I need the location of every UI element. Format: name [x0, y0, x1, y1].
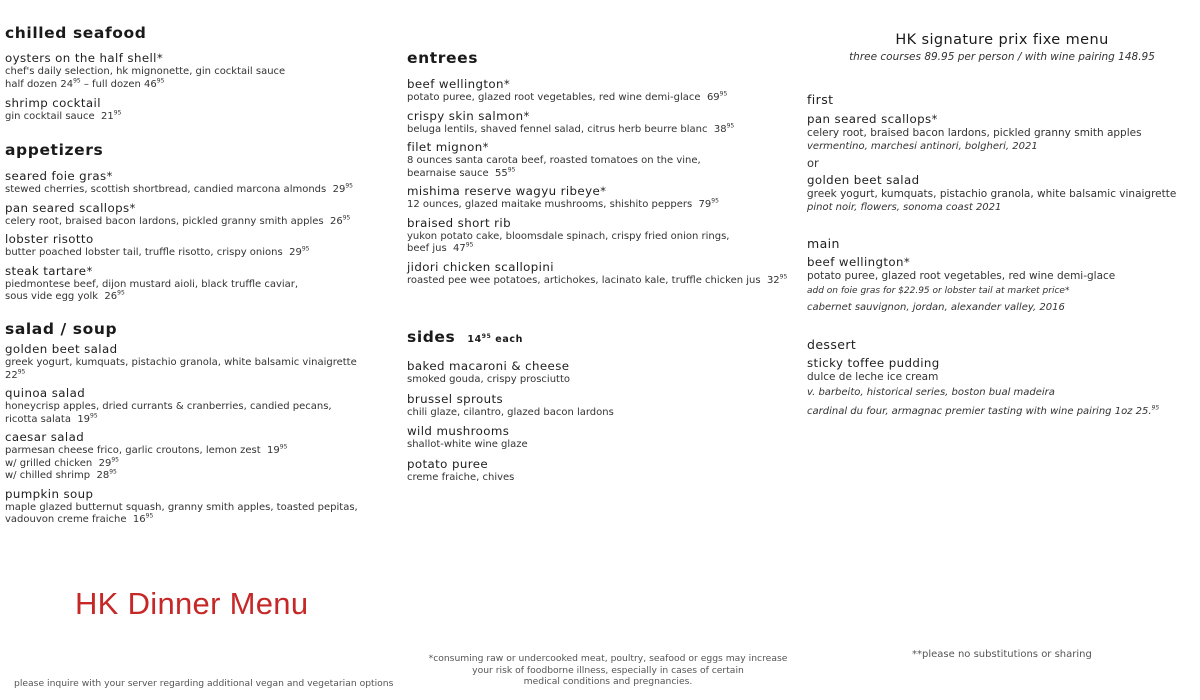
item-price: 26 [104, 291, 118, 302]
item-name: caesar salad [5, 430, 85, 444]
section-title-chilled-seafood: chilled seafood [5, 24, 147, 42]
item-desc-line2 [5, 291, 353, 304]
price-cents: 95 [779, 273, 788, 281]
item-price: 16 [132, 514, 146, 525]
item-desc: creme fraiche, chives [407, 471, 515, 483]
item-name: mishima reserve wagyu ribeye* [407, 184, 607, 198]
item-desc-text: beluga lentils, shaved fennel salad, citrus herb beurre blanc [407, 123, 708, 135]
menu-item-beef-wellington [407, 77, 787, 105]
prix-fixe-dessert-section [807, 337, 1197, 418]
item-name: potato puree [407, 456, 489, 471]
item-desc-text: sous vide egg yolk [5, 291, 99, 302]
warning-line: medical conditions and pregnancies. [523, 676, 693, 687]
wine-pairing: cabernet sauvignon, jordan, alexander valley, 2016 [807, 301, 1065, 313]
sides-each: each [495, 334, 523, 345]
item-desc-text: butter poached lobster tail, truffle risotto, crispy onions [5, 247, 283, 258]
item-name: golden beet salad [5, 342, 118, 356]
price-cents: 95 [342, 214, 351, 222]
menu-item-brussel-sprouts [407, 392, 614, 420]
sides-section [407, 327, 614, 484]
item-name: pumpkin soup [5, 486, 94, 501]
item-desc-text: bearnaise sauce [407, 167, 489, 179]
item-name: lobster risotto [5, 232, 94, 246]
prix-fixe-beef-wellington [807, 255, 1197, 314]
item-desc [5, 216, 353, 229]
price-cents: 95 [156, 77, 165, 85]
item-desc-text: 12 ounces, glazed maitake mushrooms, shishito peppers [407, 199, 693, 210]
wine-pairing: pinot noir, flowers, sonoma coast 2021 [807, 201, 1002, 213]
menu-item-scallops [5, 201, 353, 229]
price-cents: 95 [279, 443, 288, 451]
menu-item-pumpkin-soup [5, 487, 358, 527]
item-price: 69 [706, 92, 720, 103]
item-desc-text: stewed cherries, scottish shortbread, candied marcona almonds [5, 184, 327, 195]
item-name: wild mushrooms [407, 424, 510, 438]
item-price: 26 [330, 215, 343, 227]
item-desc: yukon potato cake, bloomsdale spinach, crispy fried onion rings, [407, 230, 730, 242]
section-title-entrees: entrees [407, 49, 479, 67]
item-price: 55 [495, 167, 508, 179]
item-price: 79 [698, 199, 712, 210]
item-desc [5, 111, 285, 124]
warning-line: your risk of foodborne illness, especially in cases of certain [472, 664, 744, 676]
item-desc: greek yogurt, kumquats, pistachio granola, white balsamic vinaigrette [5, 357, 357, 368]
item-price-line [5, 370, 358, 383]
item-name: shrimp cocktail [5, 96, 101, 110]
item-option-chicken [5, 458, 358, 471]
item-desc-text: vadouvon creme fraiche [5, 514, 127, 525]
item-desc: smoked gouda, crispy prosciutto [407, 374, 571, 385]
item-price: 22 [5, 369, 18, 381]
item-name: beef wellington* [807, 255, 911, 269]
price-cents: 95 [113, 109, 122, 117]
price-cents: 95 [117, 289, 125, 297]
item-desc: 8 ounces santa carota beef, roasted tomatoes on the vine, [407, 155, 701, 166]
item-desc: honeycrisp apples, dried currants & cranberries, candied pecans, [5, 401, 332, 412]
warning-line: *consuming raw or undercooked meat, poultry, seafood or eggs may increase [428, 653, 788, 664]
price-cents: 95 [90, 412, 98, 420]
price-cents: 95 [481, 332, 492, 340]
armagnac-pairing [807, 405, 1197, 418]
salad-soup-section [5, 319, 358, 527]
item-option-shrimp [5, 470, 358, 483]
item-name: sticky toffee pudding [807, 356, 940, 370]
item-desc: dulce de leche ice cream [807, 371, 939, 383]
item-desc-line2 [407, 243, 787, 256]
price-cents: 95 [73, 77, 81, 85]
item-desc: shallot-white wine glaze [407, 439, 528, 450]
prix-fixe-golden-beet [807, 173, 1200, 214]
item-desc [407, 124, 787, 137]
item-desc-text: ricotta salata [5, 413, 71, 425]
entrees-section [407, 48, 787, 287]
item-pricing [5, 79, 285, 92]
item-desc: celery root, braised bacon lardons, pickled granny smith apples [807, 127, 1142, 139]
prix-fixe-first-section [807, 92, 1200, 214]
item-name: jidori chicken scallopini [407, 259, 554, 274]
item-price: 29 [332, 184, 346, 195]
item-desc-line2 [5, 514, 358, 527]
item-price: 19 [77, 413, 91, 425]
addon-note: add on foie gras for $22.95 or lobster tail at market price* [807, 285, 1070, 296]
item-desc-text: potato puree, glazed root vegetables, red wine demi-glace [407, 92, 701, 103]
armagnac-text: cardinal du four, armagnac premier tasting with wine pairing 1oz 25. [807, 405, 1152, 417]
price-cents: 95 [109, 468, 117, 476]
menu-title: HK Dinner Menu [75, 586, 309, 621]
price-full-dozen: – full dozen 46 [80, 78, 157, 90]
menu-item-lobster-risotto [5, 232, 353, 260]
menu-item-golden-beet-salad [5, 342, 358, 382]
item-name: oysters on the half shell* [5, 51, 164, 65]
prix-fixe-sticky-toffee [807, 356, 1197, 418]
menu-item-chicken-scallopini [407, 260, 787, 288]
prix-fixe-main-section [807, 236, 1197, 314]
option-price: 28 [96, 470, 110, 481]
item-desc [5, 184, 353, 197]
item-name: baked macaroni & cheese [407, 359, 570, 373]
item-name: steak tartare* [5, 263, 93, 278]
item-name: pan seared scallops* [5, 200, 136, 215]
wine-pairing: vermentino, marchesi antinori, bolgheri, 2021 [807, 140, 1038, 152]
prix-fixe-scallops [807, 112, 1200, 153]
item-desc-line2 [5, 414, 358, 427]
appetizers-section [5, 140, 353, 304]
price-cents: 95 [711, 197, 719, 205]
menu-item-wild-mushrooms [407, 424, 614, 452]
item-name: pan seared scallops* [807, 112, 938, 126]
item-desc [407, 92, 787, 105]
item-price: 21 [101, 111, 114, 122]
course-title-first: first [807, 92, 834, 107]
item-desc-text: celery root, braised bacon lardons, pickled granny smith apples [5, 215, 324, 227]
item-desc-text: gin cocktail sauce [5, 111, 95, 122]
item-name: beef wellington* [407, 77, 511, 91]
menu-item-wagyu-ribeye [407, 184, 787, 212]
menu-item-filet-mignon [407, 140, 787, 180]
item-price: 38 [713, 123, 727, 135]
menu-item-potato-puree [407, 457, 614, 485]
item-desc: chef's daily selection, hk mignonette, gin cocktail sauce [5, 66, 286, 77]
price-cents: 95 [507, 166, 516, 174]
prix-fixe-header [807, 31, 1197, 64]
price-cents: 95 [301, 245, 310, 253]
item-name: seared foie gras* [5, 169, 113, 183]
price-half-dozen: half dozen 24 [5, 78, 74, 90]
section-title-sides [407, 327, 614, 350]
item-name: crispy skin salmon* [407, 108, 530, 123]
item-name: braised short rib [407, 215, 511, 230]
price-cents: 95 [726, 122, 735, 130]
item-desc: chili glaze, cilantro, glazed bacon lardons [407, 406, 614, 418]
prix-fixe-subtitle: three courses 89.95 per person / with wine pairing 148.95 [849, 51, 1155, 63]
course-title-dessert: dessert [807, 337, 857, 352]
item-name: brussel sprouts [407, 391, 504, 406]
price-cents: 95 [719, 90, 728, 98]
item-desc: potato puree, glazed root vegetables, red wine demi-glace [807, 270, 1116, 282]
menu-item-shrimp-cocktail [5, 96, 285, 124]
item-price: 32 [766, 274, 780, 286]
course-title-main: main [807, 236, 840, 251]
sides-price [467, 334, 523, 345]
menu-item-salmon [407, 109, 787, 137]
option-label: w/ grilled chicken [5, 457, 93, 469]
menu-item-short-rib [407, 216, 787, 256]
option-label: w/ chilled shrimp [5, 470, 91, 481]
price-cents: 95 [1151, 404, 1160, 412]
price-cents: 95 [111, 456, 119, 464]
price-cents: 95 [17, 368, 26, 376]
menu-item-foie-gras [5, 169, 353, 197]
item-price: 29 [289, 247, 302, 258]
chilled-seafood-section [5, 23, 285, 124]
item-desc [407, 199, 787, 212]
item-desc: maple glazed butternut squash, granny smith apples, toasted pepitas, [5, 501, 358, 513]
item-desc: greek yogurt, kumquats, pistachio granola, white balsamic vinaigrette [807, 188, 1177, 200]
menu-item-quinoa-salad [5, 386, 358, 426]
price-cents: 95 [145, 512, 154, 520]
item-desc-line2 [407, 168, 787, 181]
vegan-note: please inquire with your server regarding additional vegan and vegetarian options [14, 678, 394, 689]
prix-fixe-title: HK signature prix fixe menu [895, 32, 1109, 48]
menu-item-caesar-salad [5, 430, 358, 483]
price-cents: 95 [465, 241, 474, 249]
section-title-salad-soup: salad / soup [5, 320, 118, 338]
item-name: filet mignon* [407, 140, 489, 154]
item-name: quinoa salad [5, 386, 86, 400]
item-desc-text: beef jus [407, 243, 447, 254]
item-desc-text: roasted pee wee potatoes, artichokes, lacinato kale, truffle chicken jus [407, 274, 761, 286]
no-substitutions-note: **please no substitutions or sharing [912, 649, 1092, 660]
sides-title-text: sides [407, 328, 456, 346]
item-desc [5, 247, 353, 260]
food-safety-warning [418, 653, 798, 688]
item-desc-text: parmesan cheese frico, garlic croutons, lemon zest [5, 445, 261, 456]
section-title-appetizers: appetizers [5, 141, 104, 159]
price-cents: 95 [345, 182, 353, 190]
item-desc [5, 445, 358, 458]
sides-price-value: 14 [467, 334, 482, 345]
item-price: 47 [453, 243, 466, 254]
item-name: golden beet salad [807, 173, 920, 187]
item-desc: piedmontese beef, dijon mustard aioli, black truffle caviar, [5, 278, 299, 290]
or-divider: or [807, 155, 819, 170]
menu-item-steak-tartare [5, 264, 353, 304]
menu-item-mac-cheese [407, 359, 614, 387]
wine-pairing: v. barbeito, historical series, boston bual madeira [807, 386, 1055, 398]
item-desc [407, 275, 787, 288]
option-price: 29 [98, 457, 112, 469]
menu-item-oysters [5, 51, 285, 91]
item-price: 19 [267, 445, 280, 456]
